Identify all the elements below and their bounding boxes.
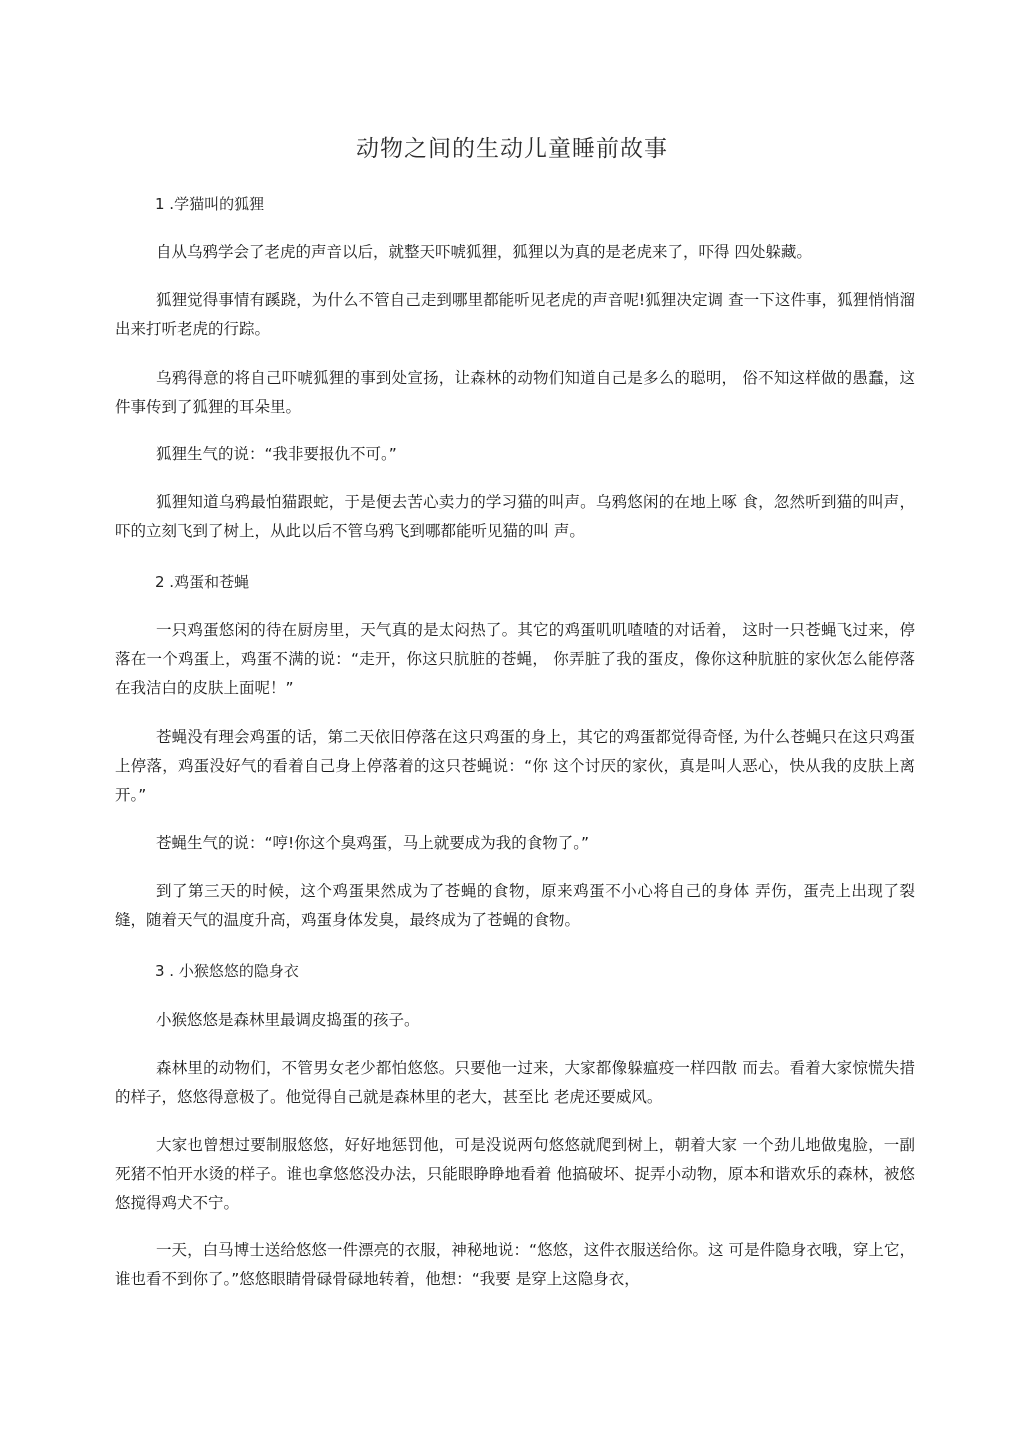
paragraph: 狐狸生气的说：“我非要报仇不可。” xyxy=(156,445,397,463)
paragraph: 乌鸦得意的将自己吓唬狐狸的事到处宣扬，让森林的动物们知道自己是多么的聪明， 俗不知这样做的愚蠢，这件事传到了狐狸的耳朵里。 xyxy=(115,369,915,416)
section-heading: 1 .学猫叫的狐狸 xyxy=(155,195,265,213)
paragraph: 到了第三天的时候，这个鸡蛋果然成为了苍蝇的食物，原来鸡蛋不小心将自己的身体 弄伤，蛋壳上出现了裂缝，随着天气的温度升高，鸡蛋身体发臭，最终成为了苍蝇的食物。 xyxy=(115,882,915,929)
section-heading: 2 .鸡蛋和苍蝇 xyxy=(155,573,250,591)
paragraph: 一只鸡蛋悠闲的待在厨房里，天气真的是太闷热了。其它的鸡蛋叽叽喳喳的对话着， 这时一只苍蝇飞过来，停落在一个鸡蛋上，鸡蛋不满的说：“走开，你这只肮脏的苍蝇， 你弄脏了我的蛋皮，像你这种肮脏的家伙怎么能停落在我洁白的皮肤上面呢！” xyxy=(115,621,915,697)
paragraph: 苍蝇生气的说：“哼!你这个臭鸡蛋，马上就要成为我的食物了。” xyxy=(156,834,590,852)
paragraph: 狐狸知道乌鸦最怕猫跟蛇，于是便去苦心卖力的学习猫的叫声。乌鸦悠闲的在地上啄 食，忽然听到猫的叫声，吓的立刻飞到了树上，从此以后不管乌鸦飞到哪都能听见猫的叫 声。 xyxy=(115,493,915,540)
paragraph: 自从乌鸦学会了老虎的声音以后，就整天吓唬狐狸，狐狸以为真的是老虎来了，吓得 四处躲藏。 xyxy=(156,243,812,261)
page-title: 动物之间的生动儿童睡前故事 xyxy=(356,136,668,162)
paragraph: 小猴悠悠是森林里最调皮捣蛋的孩子。 xyxy=(156,1011,420,1029)
paragraph: 狐狸觉得事情有蹊跷，为什么不管自己走到哪里都能听见老虎的声音呢!狐狸决定调 查一下这件事，狐狸悄悄溜出来打听老虎的行踪。 xyxy=(115,291,915,338)
paragraph: 苍蝇没有理会鸡蛋的话，第二天依旧停落在这只鸡蛋的身上，其它的鸡蛋都觉得奇怪, 为什么苍蝇只在这只鸡蛋上停落，鸡蛋没好气的看着自己身上停落着的这只苍蝇说：“你 这个讨厌的家伙，真是叫人恶心，快从我的皮肤上离开。” xyxy=(115,728,915,804)
paragraph: 一天，白马博士送给悠悠一件漂亮的衣服，神秘地说：“悠悠，这件衣服送给你。这 可是件隐身衣哦，穿上它，谁也看不到你了。”悠悠眼睛骨碌骨碌地转着，他想：“我要 是穿上这隐身衣， xyxy=(115,1241,915,1288)
section-heading: 3 . 小猴悠悠的隐身衣 xyxy=(155,962,299,980)
paragraph: 大家也曾想过要制服悠悠，好好地惩罚他，可是没说两句悠悠就爬到树上，朝着大家 一个劲儿地做鬼脸，一副死猪不怕开水烫的样子。谁也拿悠悠没办法，只能眼睁睁地看着 他搞破坏、捉弄小动物，原本和谐欢乐的森林，被悠悠搅得鸡犬不宁。 xyxy=(115,1136,915,1212)
paragraph: 森林里的动物们，不管男女老少都怕悠悠。只要他一过来，大家都像躲瘟疫一样四散 而去。看着大家惊慌失措的样子，悠悠得意极了。他觉得自己就是森林里的老大，甚至比 老虎还要威风。 xyxy=(115,1059,915,1106)
